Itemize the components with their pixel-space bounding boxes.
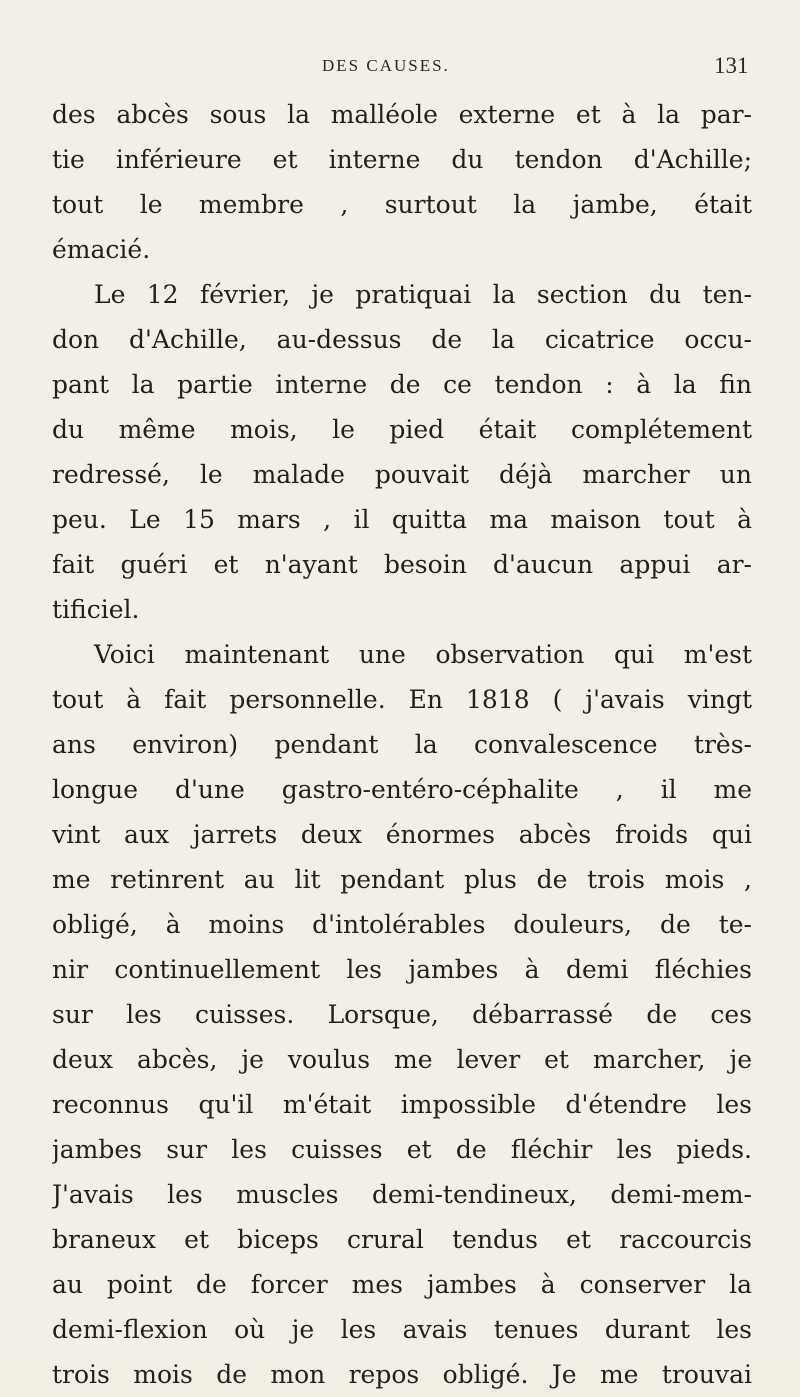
- text-line: tificiel.: [52, 595, 140, 624]
- text-line: au point de forcer mes jambes à conserver la: [52, 1270, 752, 1299]
- text-line: trois mois de mon repos obligé. Je me trouvai: [52, 1360, 752, 1389]
- text-line: nir continuellement les jambes à demi fléchies: [52, 955, 752, 984]
- page-header: [0, 53, 800, 86]
- text-line: Voici maintenant une observation qui m'est: [94, 640, 752, 669]
- body-text: [52, 92, 752, 1397]
- text-line: redressé, le malade pouvait déjà marcher un: [52, 460, 752, 489]
- text-line: obligé, à moins d'intolérables douleurs, de te-: [52, 910, 752, 939]
- page-number: 131: [714, 53, 749, 78]
- text-line: émacié.: [52, 235, 151, 264]
- text-line: demi-flexion où je les avais tenues durant les: [52, 1315, 752, 1344]
- text-line: des abcès sous la malléole externe et à la par-: [52, 100, 752, 129]
- text-line: jambes sur les cuisses et de fléchir les pieds.: [52, 1135, 752, 1164]
- text-line: longue d'une gastro-entéro-céphalite , il me: [52, 775, 752, 804]
- text-line: peu. Le 15 mars , il quitta ma maison tout à: [52, 505, 752, 534]
- text-line: tout à fait personnelle. En 1818 ( j'avais vingt: [52, 685, 752, 714]
- text-line: braneux et biceps crural tendus et raccourcis: [52, 1225, 752, 1254]
- text-line: me retinrent au lit pendant plus de trois mois ,: [52, 865, 752, 894]
- text-line: vint aux jarrets deux énormes abcès froids qui: [52, 820, 752, 849]
- text-line: don d'Achille, au-dessus de la cicatrice occu-: [52, 325, 752, 354]
- text-line: tie inférieure et interne du tendon d'Achille;: [52, 145, 752, 174]
- text-line: J'avais les muscles demi-tendineux, demi-mem-: [52, 1180, 752, 1209]
- text-line: Le 12 février, je pratiquai la section du ten-: [94, 280, 752, 309]
- text-line: du même mois, le pied était complétement: [52, 415, 752, 444]
- text-line: pant la partie interne de ce tendon : à la fin: [52, 370, 752, 399]
- text-line: reconnus qu'il m'était impossible d'étendre les: [52, 1090, 752, 1119]
- text-line: ans environ) pendant la convalescence très-: [52, 730, 752, 759]
- text-line: deux abcès, je voulus me lever et marcher, je: [52, 1045, 752, 1074]
- running-head: DES CAUSES.: [322, 56, 450, 75]
- text-line: fait guéri et n'ayant besoin d'aucun appui ar-: [52, 550, 752, 579]
- text-line: sur les cuisses. Lorsque, débarrassé de ces: [52, 1000, 752, 1029]
- text-line: tout le membre , surtout la jambe, était: [52, 190, 752, 219]
